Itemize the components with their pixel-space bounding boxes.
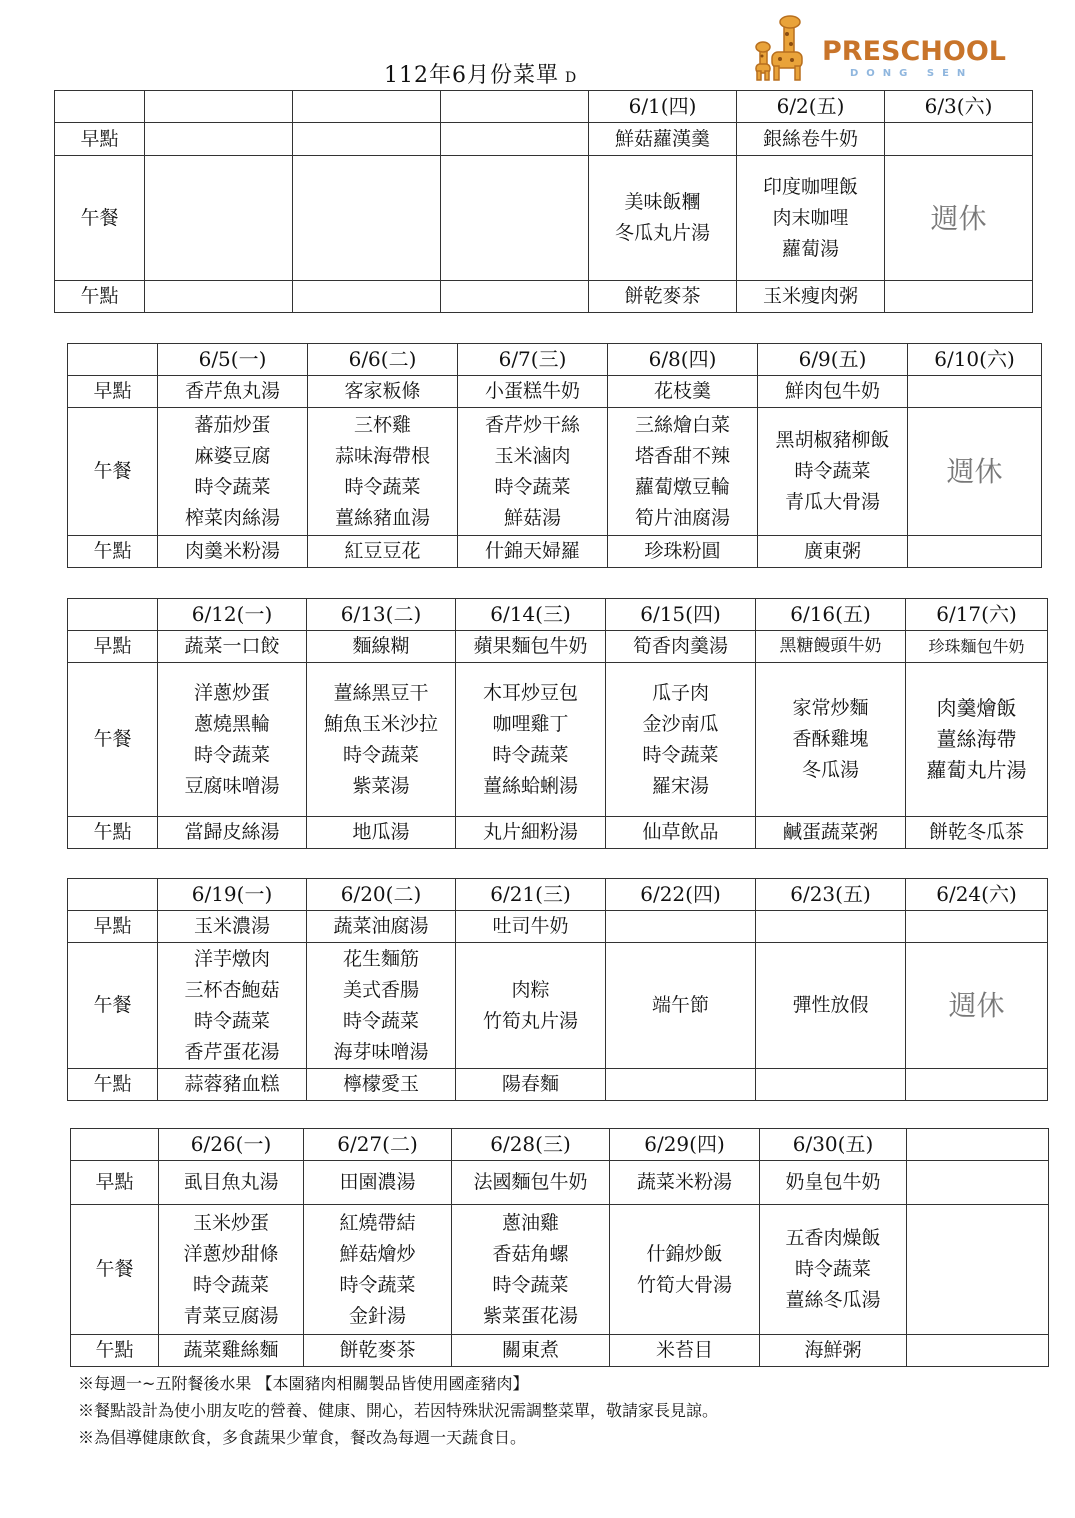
lunch-cell (307, 663, 456, 817)
lunch-dish: 香芹蛋花湯 (184, 1040, 280, 1063)
lunch-dish: 榨菜肉絲湯 (184, 506, 280, 529)
holiday-cell (885, 156, 1033, 281)
day-header: 6/23(五) (756, 879, 906, 911)
breakfast-cell: 蔬菜油腐湯 (307, 911, 456, 943)
breakfast-cell (441, 123, 589, 156)
lunch-dish: 洋蔥炒蛋 (193, 681, 270, 704)
snack-cell: 丸片細粉湯 (456, 817, 606, 849)
lunch-cell (760, 1205, 907, 1335)
snack-cell: 當歸皮絲湯 (158, 817, 307, 849)
breakfast-cell (907, 1161, 1049, 1205)
day-header: 6/5(一) (158, 344, 308, 376)
breakfast-cell: 虱目魚丸湯 (159, 1161, 304, 1205)
menu-week-2 (67, 343, 1042, 568)
row-label-lunch: 午餐 (68, 943, 158, 1069)
lunch-dish: 薑絲黑豆干 (333, 681, 429, 704)
day-header: 6/26(一) (159, 1129, 304, 1161)
holiday-label: 週休 (948, 989, 1005, 1022)
breakfast-cell: 麵線糊 (307, 631, 456, 663)
breakfast-cell: 筍香肉羹湯 (606, 631, 756, 663)
logo-sub-text: DONG SEN (850, 68, 974, 79)
snack-cell: 珍珠粉圓 (608, 536, 758, 568)
lunch-dish: 麻婆豆腐 (194, 444, 271, 467)
day-header: 6/22(四) (606, 879, 756, 911)
holiday-label: 週休 (930, 201, 987, 235)
lunch-dish: 瓜子肉 (651, 681, 709, 704)
lunch-dish: 豆腐味噌湯 (184, 774, 280, 797)
lunch-cell (293, 156, 441, 281)
lunch-dish: 鮪魚玉米沙拉 (323, 712, 438, 735)
snack-cell (145, 281, 293, 313)
lunch-dish: 青瓜大骨湯 (784, 491, 880, 513)
breakfast-cell: 珍珠麵包牛奶 (906, 631, 1048, 663)
day-header: 6/16(五) (756, 599, 906, 631)
lunch-dish: 海芽味噌湯 (333, 1040, 429, 1063)
lunch-dish: 竹筍丸片湯 (482, 1009, 578, 1032)
breakfast-cell: 鮮菇蘿漢羹 (589, 123, 737, 156)
breakfast-cell (906, 911, 1048, 943)
header-corner (55, 91, 145, 123)
lunch-dish: 香酥雞塊 (792, 728, 869, 750)
lunch-dish: 蔥油雞 (501, 1211, 559, 1234)
lunch-dish: 端午節 (651, 994, 709, 1016)
snack-cell (756, 1069, 906, 1101)
lunch-dish: 塔香甜不辣 (634, 444, 730, 467)
lunch-dish: 玉米滷肉 (494, 444, 571, 467)
snack-cell: 廣東粥 (758, 536, 908, 568)
menu-week-3 (67, 598, 1048, 849)
lunch-dish: 三絲燴白菜 (634, 413, 730, 436)
lunch-dish: 薑絲冬瓜湯 (785, 1289, 881, 1311)
lunch-dish: 金針湯 (348, 1304, 406, 1327)
snack-cell (885, 281, 1033, 313)
day-header: 6/2(五) (737, 91, 885, 123)
lunch-dish: 蒜味海帶根 (334, 444, 430, 467)
header-corner (68, 599, 158, 631)
snack-cell: 鹹蛋蔬菜粥 (756, 817, 906, 849)
breakfast-cell: 吐司牛奶 (456, 911, 606, 943)
day-header: 6/29(四) (610, 1129, 760, 1161)
lunch-dish: 香菇角螺 (492, 1242, 569, 1265)
row-label-lunch: 午餐 (68, 408, 158, 536)
lunch-dish: 青菜豆腐湯 (183, 1304, 279, 1327)
lunch-dish: 時令蔬菜 (492, 1273, 569, 1296)
lunch-cell (456, 943, 606, 1069)
row-label-breakfast: 早點 (68, 631, 158, 663)
menu-week-1 (54, 90, 1033, 313)
day-header: 6/19(一) (158, 879, 307, 911)
day-header (907, 1129, 1049, 1161)
row-label-snack: 午點 (71, 1335, 159, 1367)
day-header: 6/15(四) (606, 599, 756, 631)
lunch-cell (610, 1205, 760, 1335)
snack-cell: 紅豆豆花 (308, 536, 458, 568)
lunch-dish: 黑胡椒豬柳飯 (775, 429, 890, 451)
holiday-cell (908, 408, 1042, 536)
logo-brand-text: PRESCHOOL (822, 36, 1006, 67)
day-header: 6/28(三) (452, 1129, 610, 1161)
lunch-dish: 時令蔬菜 (794, 460, 871, 482)
breakfast-cell: 黑糖饅頭牛奶 (756, 631, 906, 663)
snack-cell: 餅乾麥茶 (304, 1335, 452, 1367)
preschool-logo (750, 14, 1025, 84)
lunch-dish: 紫菜蛋花湯 (482, 1304, 578, 1327)
day-header: 6/14(三) (456, 599, 606, 631)
lunch-dish: 時令蔬菜 (192, 1273, 269, 1296)
breakfast-cell (908, 376, 1042, 408)
breakfast-cell: 小蛋糕牛奶 (458, 376, 608, 408)
lunch-cell (606, 943, 756, 1069)
snack-cell: 海鮮粥 (760, 1335, 907, 1367)
lunch-dish: 鮮菇湯 (503, 506, 561, 529)
title-suffix: D (565, 70, 578, 86)
day-header: 6/21(三) (456, 879, 606, 911)
lunch-dish: 羅宋湯 (651, 774, 709, 797)
snack-cell: 檸檬愛玉 (307, 1069, 456, 1101)
row-label-breakfast: 早點 (68, 911, 158, 943)
lunch-cell (307, 943, 456, 1069)
note-line: ※為倡導健康飲食，多食蔬果少葷食，餐改為每週一天蔬食日。 (78, 1428, 527, 1447)
lunch-dish: 蘿蔔燉豆輪 (634, 475, 730, 498)
breakfast-cell (885, 123, 1033, 156)
breakfast-cell (145, 123, 293, 156)
lunch-cell (906, 663, 1048, 817)
lunch-dish: 竹筍大骨湯 (636, 1273, 732, 1296)
row-label-breakfast: 早點 (71, 1161, 159, 1205)
lunch-cell (458, 408, 608, 536)
header-corner (71, 1129, 159, 1161)
lunch-cell (159, 1205, 304, 1335)
snack-cell (906, 1069, 1048, 1101)
lunch-cell (158, 408, 308, 536)
header-corner (68, 879, 158, 911)
lunch-dish: 蔥燒黑輪 (193, 712, 270, 735)
day-header: 6/8(四) (608, 344, 758, 376)
snack-cell: 米苔目 (610, 1335, 760, 1367)
snack-cell (907, 1335, 1049, 1367)
lunch-dish: 鮮菇燴炒 (339, 1242, 416, 1265)
lunch-cell (441, 156, 589, 281)
holiday-cell (906, 943, 1048, 1069)
snack-cell: 餅乾冬瓜茶 (906, 817, 1048, 849)
lunch-dish: 時令蔬菜 (339, 1273, 416, 1296)
snack-cell: 餅乾麥茶 (589, 281, 737, 313)
lunch-cell (756, 943, 906, 1069)
lunch-dish: 肉羹燴飯 (936, 696, 1017, 720)
lunch-dish: 時令蔬菜 (492, 743, 569, 766)
day-header: 6/30(五) (760, 1129, 907, 1161)
snack-cell: 肉羹米粉湯 (158, 536, 308, 568)
menu-notes (78, 1370, 718, 1451)
lunch-dish: 薑絲豬血湯 (334, 506, 430, 529)
day-header: 6/27(二) (304, 1129, 452, 1161)
snack-cell (908, 536, 1042, 568)
lunch-dish: 時令蔬菜 (342, 743, 419, 766)
lunch-dish: 美式香腸 (342, 978, 419, 1001)
breakfast-cell: 法國麵包牛奶 (452, 1161, 610, 1205)
breakfast-cell: 蔬菜一口餃 (158, 631, 307, 663)
snack-cell: 仙草飲品 (606, 817, 756, 849)
lunch-dish: 木耳炒豆包 (482, 681, 578, 704)
day-header: 6/12(一) (158, 599, 307, 631)
row-label-breakfast: 早點 (55, 123, 145, 156)
breakfast-cell: 田園濃湯 (304, 1161, 452, 1205)
breakfast-cell: 花枝羹 (608, 376, 758, 408)
lunch-cell (606, 663, 756, 817)
breakfast-cell: 蔬菜米粉湯 (610, 1161, 760, 1205)
lunch-dish: 薑絲蛤蜊湯 (482, 774, 578, 797)
day-header: 6/20(二) (307, 879, 456, 911)
snack-cell: 什錦天婦羅 (458, 536, 608, 568)
breakfast-cell: 蘋果麵包牛奶 (456, 631, 606, 663)
note-line: ※餐點設計為使小朋友吃的營養、健康、開心，若因特殊狀況需調整菜單，敬請家長見諒。 (78, 1401, 719, 1420)
lunch-dish: 家常炒麵 (792, 697, 869, 719)
lunch-dish: 咖哩雞丁 (492, 712, 569, 735)
lunch-dish: 冬瓜湯 (801, 759, 859, 781)
breakfast-cell: 玉米濃湯 (158, 911, 307, 943)
lunch-dish: 蕃茄炒蛋 (194, 413, 271, 436)
snack-cell: 蒜蓉豬血糕 (158, 1069, 307, 1101)
lunch-dish: 時令蔬菜 (344, 475, 421, 498)
snack-cell: 陽春麵 (456, 1069, 606, 1101)
lunch-dish: 五香肉燥飯 (785, 1227, 881, 1249)
lunch-dish: 筍片油腐湯 (634, 506, 730, 529)
day-header: 6/9(五) (758, 344, 908, 376)
lunch-cell (304, 1205, 452, 1335)
lunch-dish: 金沙南瓜 (642, 712, 719, 735)
lunch-cell (907, 1205, 1049, 1335)
row-label-lunch: 午餐 (68, 663, 158, 817)
lunch-cell (456, 663, 606, 817)
lunch-cell (158, 663, 307, 817)
menu-week-5 (70, 1128, 1049, 1367)
note-line: ※每週一~五附餐後水果 【本園豬肉相關製品皆使用國產豬肉】 (78, 1374, 529, 1393)
lunch-dish: 什錦炒飯 (646, 1242, 723, 1265)
lunch-dish: 時令蔬菜 (342, 1009, 419, 1032)
row-label-snack: 午點 (68, 1069, 158, 1101)
day-header: 6/13(二) (307, 599, 456, 631)
giraffe-logo-icon (750, 14, 830, 84)
day-header: 6/7(三) (458, 344, 608, 376)
lunch-cell (452, 1205, 610, 1335)
breakfast-cell: 香芹魚丸湯 (158, 376, 308, 408)
lunch-cell (758, 408, 908, 536)
breakfast-cell: 銀絲卷牛奶 (737, 123, 885, 156)
lunch-cell (145, 156, 293, 281)
snack-cell: 蔬菜雞絲麵 (159, 1335, 304, 1367)
snack-cell (441, 281, 589, 313)
lunch-dish: 香芹炒干絲 (484, 413, 580, 436)
row-label-lunch: 午餐 (55, 156, 145, 281)
lunch-dish: 印度咖哩飯 (762, 175, 858, 198)
lunch-cell (608, 408, 758, 536)
breakfast-cell (756, 911, 906, 943)
lunch-dish: 紅燒帶結 (339, 1211, 416, 1234)
snack-cell: 地瓜湯 (307, 817, 456, 849)
breakfast-cell (606, 911, 756, 943)
lunch-dish: 時令蔬菜 (642, 743, 719, 766)
lunch-dish: 時令蔬菜 (494, 475, 571, 498)
lunch-dish: 花生麵筋 (342, 947, 419, 970)
lunch-cell (737, 156, 885, 281)
day-header: 6/17(六) (906, 599, 1048, 631)
lunch-dish: 洋芋燉肉 (193, 947, 270, 970)
header-corner (68, 344, 158, 376)
breakfast-cell: 鮮肉包牛奶 (758, 376, 908, 408)
lunch-dish: 美味飯糰 (624, 191, 701, 213)
menu-week-4 (67, 878, 1048, 1101)
lunch-dish: 時令蔬菜 (794, 1258, 871, 1280)
day-header (441, 91, 589, 123)
lunch-dish: 蘿蔔丸片湯 (926, 758, 1027, 782)
lunch-dish: 薑絲海帶 (936, 727, 1017, 751)
row-label-breakfast: 早點 (68, 376, 158, 408)
holiday-label: 週休 (946, 455, 1003, 488)
lunch-dish: 玉米炒蛋 (192, 1211, 269, 1234)
lunch-cell (589, 156, 737, 281)
day-header (145, 91, 293, 123)
lunch-dish: 紫菜湯 (352, 774, 410, 797)
day-header: 6/1(四) (589, 91, 737, 123)
day-header: 6/6(二) (308, 344, 458, 376)
lunch-dish: 時令蔬菜 (193, 743, 270, 766)
lunch-dish: 蘿蔔湯 (781, 237, 839, 260)
breakfast-cell: 奶皇包牛奶 (760, 1161, 907, 1205)
lunch-dish: 時令蔬菜 (193, 1009, 270, 1032)
lunch-dish: 肉末咖哩 (772, 206, 849, 229)
snack-cell: 玉米瘦肉粥 (737, 281, 885, 313)
row-label-snack: 午點 (55, 281, 145, 313)
day-header: 6/3(六) (885, 91, 1033, 123)
lunch-dish: 時令蔬菜 (194, 475, 271, 498)
lunch-dish: 彈性放假 (792, 994, 869, 1016)
lunch-dish: 洋蔥炒甜條 (183, 1242, 279, 1265)
snack-cell (293, 281, 441, 313)
lunch-dish: 三杯雞 (353, 413, 411, 436)
lunch-cell (158, 943, 307, 1069)
row-label-snack: 午點 (68, 817, 158, 849)
lunch-cell (308, 408, 458, 536)
lunch-dish: 三杯杏鮑菇 (184, 978, 280, 1001)
lunch-dish: 肉粽 (511, 978, 550, 1001)
lunch-cell (756, 663, 906, 817)
breakfast-cell (293, 123, 441, 156)
day-header: 6/10(六) (908, 344, 1042, 376)
breakfast-cell: 客家粄條 (308, 376, 458, 408)
row-label-snack: 午點 (68, 536, 158, 568)
day-header (293, 91, 441, 123)
page-title (384, 58, 577, 89)
snack-cell: 關東煮 (452, 1335, 610, 1367)
day-header: 6/24(六) (906, 879, 1048, 911)
lunch-dish: 冬瓜丸片湯 (614, 222, 710, 244)
snack-cell (606, 1069, 756, 1101)
title-text: 112年6月份菜單 (384, 63, 559, 88)
row-label-lunch: 午餐 (71, 1205, 159, 1335)
